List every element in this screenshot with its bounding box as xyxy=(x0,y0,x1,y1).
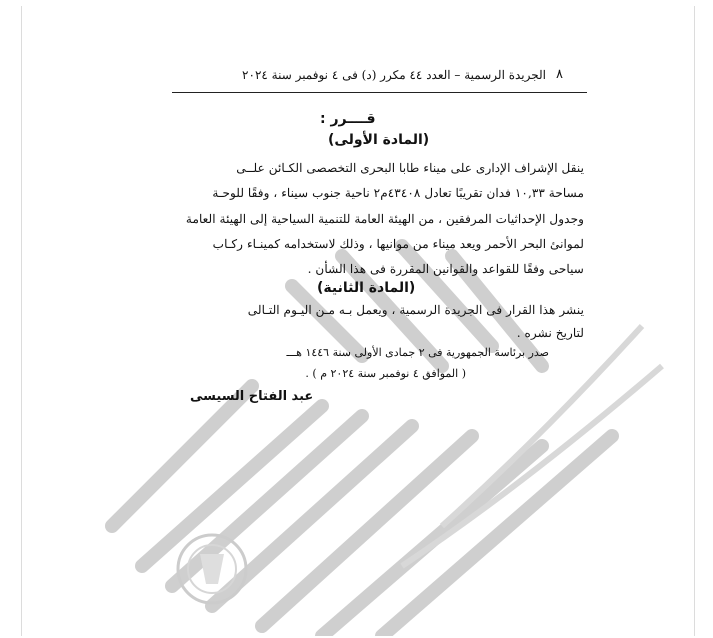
decree-heading: قــــرر : xyxy=(320,111,376,127)
page-number: ٨ xyxy=(556,67,563,82)
watermark-image xyxy=(22,6,694,636)
signature: عبد الفتاح السيسى xyxy=(190,389,314,404)
document-page xyxy=(21,6,695,636)
article-1-line-4: لموانئ البحر الأحمر ويعد ميناء من موانيها ، وذلك لاستخدامه كمينـاء ركـاب xyxy=(212,237,584,251)
issued-line: صدر برئاسة الجمهورية فى ٢ جمادى الأولى سنة ١٤٤٦ هـــ xyxy=(286,346,549,359)
article-1-line-5: سياحى وفقًا للقواعد والقوانين المقررة فى هذا الشأن . xyxy=(307,262,584,276)
article-1-line-3: وجدول الإحداثيات المرفقين ، من الهيئة العامة للتنمية السياحية إلى الهيئة العامة xyxy=(185,212,584,226)
article-1-line-2: مساحة ١٠,٣٣ فدان تقريبًا تعادل ٤٣٤٠٨م٢ ناحية جنوب سيناء ، وفقًا للوحـة xyxy=(212,186,584,200)
equivalent-date-line: ( الموافق ٤ نوفمبر سنة ٢٠٢٤ م ) . xyxy=(305,367,466,380)
article-1-title: (المادة الأولى) xyxy=(328,132,430,148)
article-2-line-2: لتاريخ نشره . xyxy=(516,326,584,340)
article-2-title: (المادة الثانية) xyxy=(317,280,416,296)
header-divider xyxy=(172,92,587,93)
running-header: الجريدة الرسمية – العدد ٤٤ مكرر (د) فى ٤ نوفمبر سنة ٢٠٢٤ xyxy=(242,68,546,82)
article-2-line-1: ينشر هذا القرار فى الجريدة الرسمية ، ويعمل بـه مـن اليـوم التـالى xyxy=(247,303,584,317)
seal-emblem xyxy=(178,535,246,603)
article-1-line-1: ينقل الإشراف الإدارى على ميناء طابا البحرى التخصصى الكـائن علــى xyxy=(236,161,584,175)
